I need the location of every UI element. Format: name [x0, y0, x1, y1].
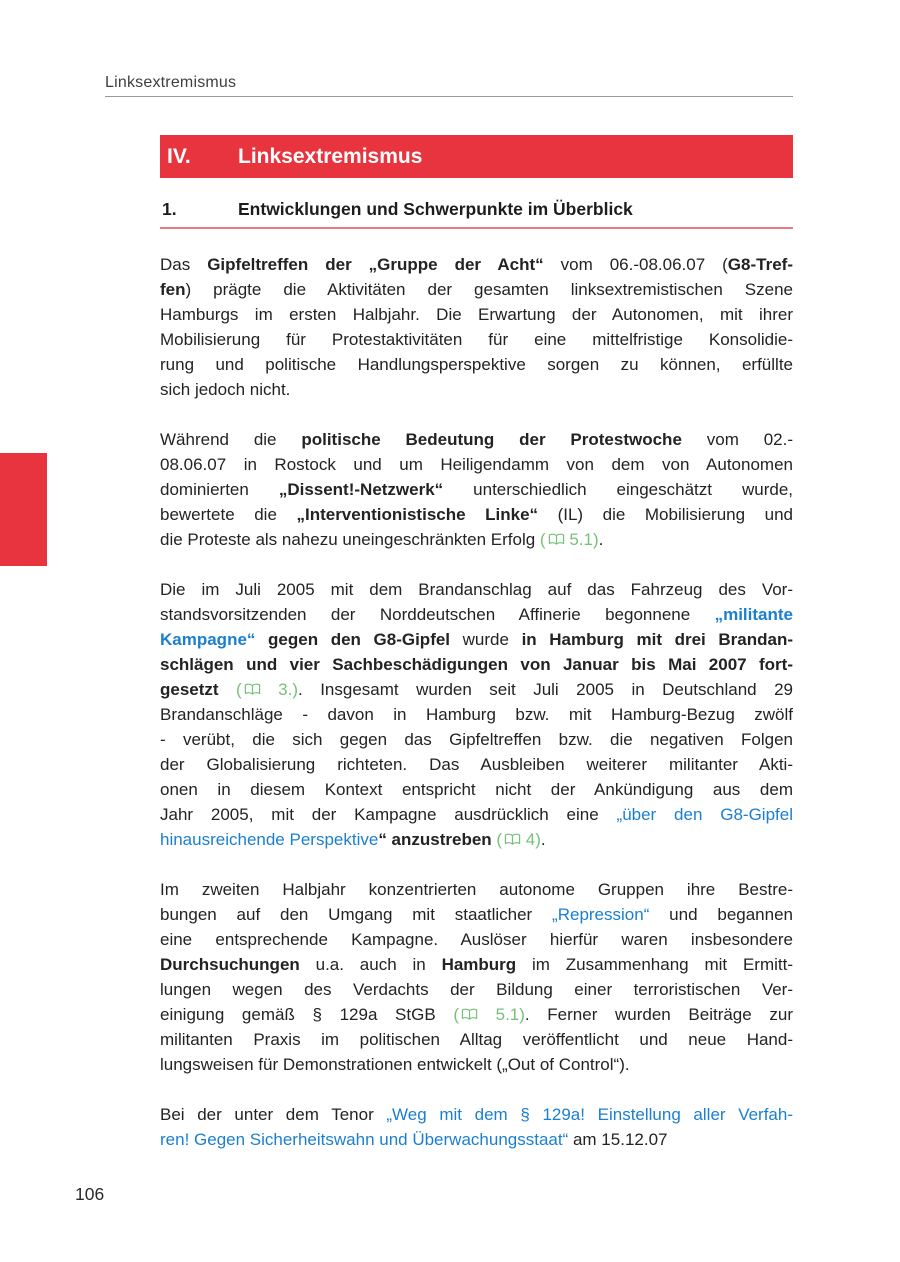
text-segment: „Repression“: [552, 905, 650, 924]
text-segment: onen in diesem Kontext entspricht nicht der Ankündigung aus dem: [160, 780, 793, 799]
text-line: [160, 677, 793, 702]
text-segment: schlägen und vier Sachbeschädigungen von Januar bis Mai 2007 fort-: [160, 655, 793, 674]
text-line: [160, 827, 793, 852]
text-line: [160, 752, 793, 777]
chapter-reference: ( 4): [496, 830, 541, 849]
text-segment: militanten Praxis im politischen Alltag veröffentlicht und neue Hand-: [160, 1030, 793, 1049]
text-segment: Kampagne“: [160, 630, 256, 649]
text-segment: - verübt, die sich gegen das Gipfeltreffen bzw. die negativen Folgen: [160, 730, 793, 749]
text-segment: Hamburgs im ersten Halbjahr. Die Erwartung der Autonomen, mit ihrer: [160, 305, 793, 324]
text-segment: in Hamburg mit drei Brandan-: [521, 630, 793, 649]
text-segment: 08.06.07 in Rostock und um Heiligendamm von dem von Autonomen: [160, 455, 793, 474]
text-line: [160, 277, 793, 302]
text-line: [160, 352, 793, 377]
text-segment: standsvorsitzenden der Norddeutschen Affinerie begonnene: [160, 605, 715, 624]
text-line: [160, 652, 793, 677]
open-book-icon: [548, 533, 565, 546]
text-segment: eine entsprechende Kampagne. Auslöser hierfür waren insbesondere: [160, 930, 793, 949]
text-segment: .: [540, 830, 546, 849]
text-segment: „militante: [714, 605, 793, 624]
text-segment: vom 06.-08.06.07 (: [543, 255, 728, 274]
text-line: [160, 252, 793, 277]
text-line: [160, 977, 793, 1002]
text-line: [160, 452, 793, 477]
text-line: [160, 627, 793, 652]
text-segment: .: [598, 530, 604, 549]
text-segment: dominierten: [160, 480, 279, 499]
text-line: [160, 327, 793, 352]
text-segment: gesetzt: [160, 680, 219, 699]
text-segment: bewertete die: [160, 505, 297, 524]
text-line: [160, 502, 793, 527]
text-segment: „Weg mit dem § 129a! Einstellung aller Verfah-: [386, 1105, 794, 1124]
page-number: 106: [75, 1184, 105, 1204]
chapter-reference: ( 5.1): [453, 1005, 525, 1024]
text-segment: die Proteste als nahezu uneingeschränkten Erfolg: [160, 530, 540, 549]
text-segment: ) prägte die Aktivitäten der gesamten linksextremistischen Szene: [185, 280, 793, 299]
text-segment: G8-Tref-: [727, 255, 793, 274]
paragraph: [160, 877, 793, 1077]
text-line: [160, 1127, 793, 1152]
text-segment: . Ferner wurden Beiträge zur: [524, 1005, 793, 1024]
text-line: [160, 902, 793, 927]
paragraph: [160, 252, 793, 402]
chapter-number: IV.: [167, 144, 191, 168]
text-segment: im Zusammenhang mit Ermitt-: [516, 955, 793, 974]
text-line: [160, 727, 793, 752]
text-segment: u.a. auch in: [299, 955, 442, 974]
chapter-reference: ( 5.1): [539, 530, 599, 549]
text-segment: Gipfeltreffen der „Gruppe der Acht“: [207, 255, 544, 274]
text-segment: „Dissent!-Netzwerk“: [278, 480, 444, 499]
section-heading: [160, 199, 793, 229]
text-line: [160, 1052, 793, 1077]
body-paragraphs: [160, 252, 793, 1152]
text-segment: unterschiedlich eingeschätzt wurde,: [443, 480, 793, 499]
text-segment: Brandanschläge - davon in Hamburg bzw. mit Hamburg-Bezug zwölf: [160, 705, 793, 724]
text-segment: Mobilisierung für Protestaktivitäten für eine mittelfristige Konsolidie-: [160, 330, 793, 349]
text-line: [160, 577, 793, 602]
text-segment: fen: [160, 280, 186, 299]
text-segment: Jahr 2005, mit der Kampagne ausdrücklich eine: [160, 805, 617, 824]
text-line: [160, 1002, 793, 1027]
text-segment: gegen den G8-Gipfel: [268, 630, 451, 649]
text-segment: vom 02.-: [681, 430, 793, 449]
paragraph: [160, 427, 793, 552]
text-segment: der Globalisierung richteten. Das Ausbleiben weiterer militanter Akti-: [160, 755, 793, 774]
text-line: [160, 952, 793, 977]
text-segment: und begannen: [649, 905, 793, 924]
chapter-thumb-tab: [0, 453, 47, 566]
text-segment: Durchsuchungen: [160, 955, 300, 974]
text-segment: rung und politische Handlungsperspektive sorgen zu können, erfüllte: [160, 355, 793, 374]
text-line: [160, 702, 793, 727]
text-line: [160, 527, 793, 552]
text-segment: hinausreichende Perspektive: [160, 830, 379, 849]
paragraph: [160, 1102, 793, 1152]
text-segment: politische Bedeutung der Protestwoche: [301, 430, 682, 449]
text-line: [160, 877, 793, 902]
text-segment: Während die: [160, 430, 302, 449]
text-segment: sich jedoch nicht.: [160, 380, 291, 399]
text-segment: lungsweisen für Demonstrationen entwickelt („Out of Control“).: [160, 1055, 630, 1074]
text-segment: Im zweiten Halbjahr konzentrierten autonome Gruppen ihre Bestre-: [160, 880, 793, 899]
text-line: [160, 427, 793, 452]
main-column: [160, 135, 793, 1152]
text-segment: wurde: [450, 630, 522, 649]
text-segment: “ anzustreben: [378, 830, 492, 849]
text-segment: bungen auf den Umgang mit staatlicher: [160, 905, 553, 924]
text-segment: ren! Gegen Sicherheitswahn und Überwachungsstaat“: [160, 1130, 569, 1149]
text-segment: Bei der unter dem Tenor: [160, 1105, 387, 1124]
text-line: [160, 1027, 793, 1052]
paragraph: [160, 577, 793, 852]
section-title: Entwicklungen und Schwerpunkte im Überblick: [238, 199, 633, 219]
text-segment: „Interventionistische Linke“: [296, 505, 539, 524]
text-segment: einigung gemäß § 129a StGB: [160, 1005, 454, 1024]
text-segment: lungen wegen des Verdachts der Bildung einer terroristischen Ver-: [160, 980, 793, 999]
text-segment: [255, 630, 268, 649]
text-segment: „über den G8-Gipfel: [616, 805, 793, 824]
chapter-title: Linksextremismus: [238, 144, 423, 168]
text-line: [160, 802, 793, 827]
text-segment: Das: [160, 255, 208, 274]
text-segment: . Insgesamt wurden seit Juli 2005 in Deutschland 29: [298, 680, 793, 699]
text-segment: Die im Juli 2005 mit dem Brandanschlag auf das Fahrzeug des Vor-: [160, 580, 793, 599]
text-segment: [219, 680, 236, 699]
text-line: [160, 927, 793, 952]
chapter-reference: ( 3.): [236, 680, 299, 699]
open-book-icon: [504, 833, 521, 846]
chapter-banner: [160, 135, 793, 178]
text-line: [160, 477, 793, 502]
open-book-icon: [461, 1008, 478, 1021]
section-number: 1.: [162, 199, 177, 219]
text-line: [160, 777, 793, 802]
text-segment: am 15.12.07: [568, 1130, 668, 1149]
text-line: [160, 1102, 793, 1127]
running-head-rule: [105, 96, 793, 97]
text-line: [160, 377, 793, 402]
running-head: Linksextremismus: [105, 74, 237, 91]
text-line: [160, 302, 793, 327]
text-line: [160, 602, 793, 627]
open-book-icon: [244, 683, 261, 696]
text-segment: (IL) die Mobilisierung und: [538, 505, 793, 524]
text-segment: Hamburg: [441, 955, 517, 974]
